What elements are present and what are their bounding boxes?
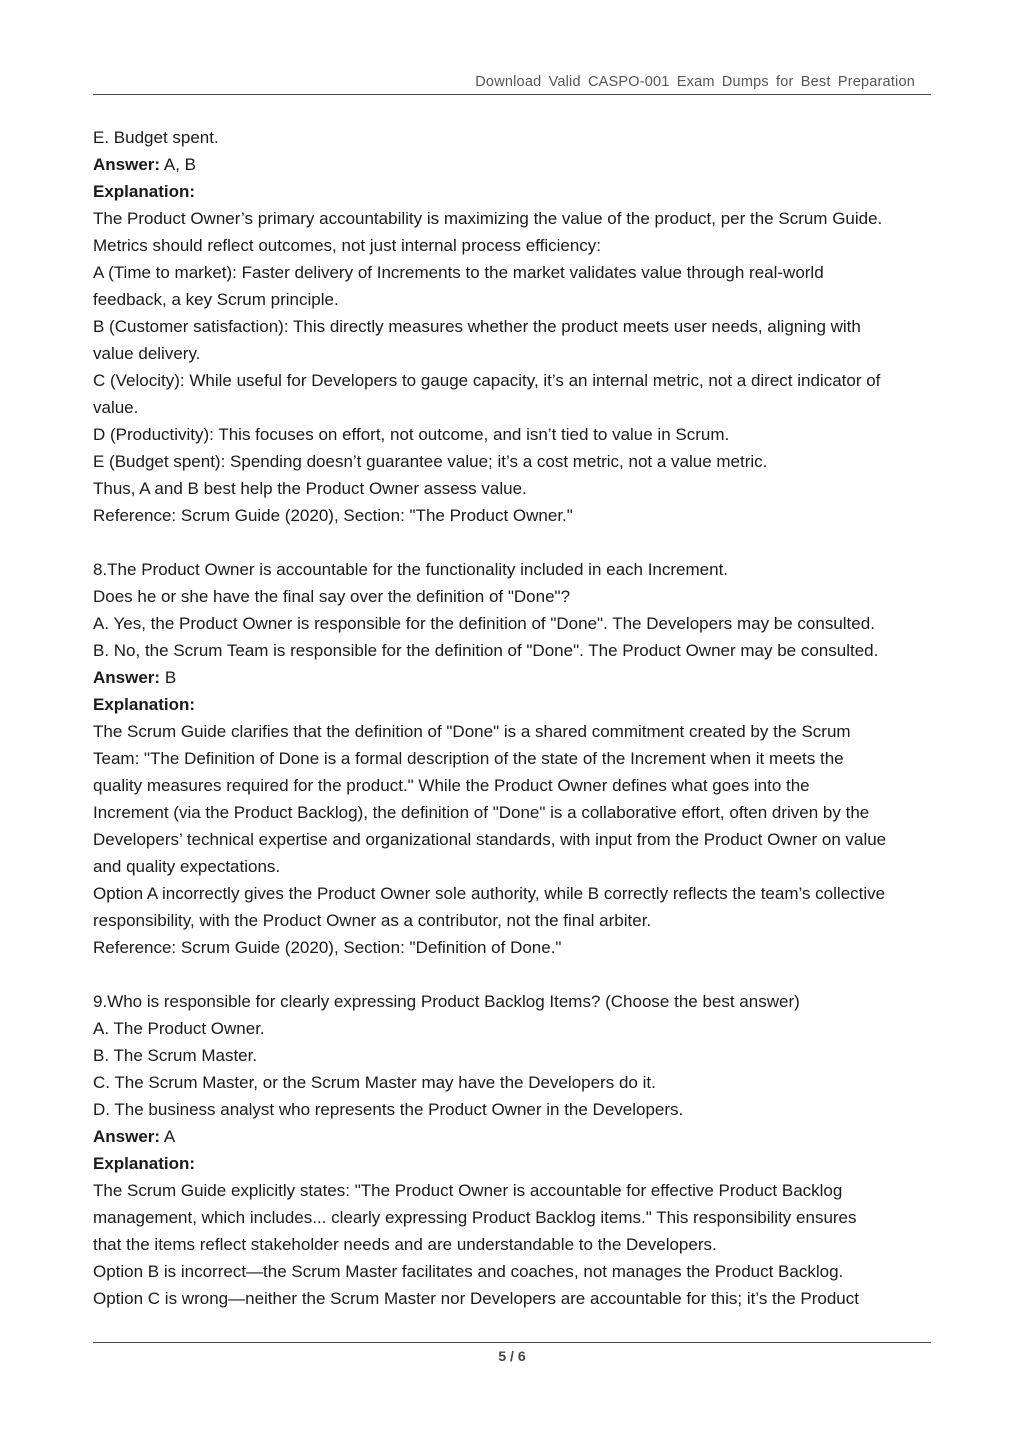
q9-explanation-line: that the items reflect stakeholder needs and are understandable to the Developers.	[93, 1235, 717, 1254]
q8-option-a: A. Yes, the Product Owner is responsible for the definition of "Done". The Developers may be consulted.	[93, 614, 875, 633]
q7-explanation-line: C (Velocity): While useful for Developers to gauge capacity, it’s an internal metric, not a direct indicator of	[93, 371, 881, 390]
document-body	[93, 124, 938, 1312]
q9-explanation-line: Option C is wrong—neither the Scrum Master nor Developers are accountable for this; it’s the Product	[93, 1289, 859, 1308]
answer-label: Answer:	[93, 155, 161, 174]
q9-question: 9.Who is responsible for clearly expressing Product Backlog Items? (Choose the best answer)	[93, 992, 800, 1011]
page-number: 5 / 6	[498, 1348, 526, 1364]
page-footer	[93, 1342, 931, 1364]
q8-explanation-line: responsibility, with the Product Owner as a contributor, not the final arbiter.	[93, 911, 652, 930]
header-title: Download Valid CASPO-001 Exam Dumps for Best Preparation	[475, 74, 915, 90]
q8-question-line: 8.The Product Owner is accountable for the functionality included in each Increment.	[93, 560, 729, 579]
answer-value: A, B	[163, 155, 196, 174]
q8-reference: Reference: Scrum Guide (2020), Section: "Definition of Done."	[93, 938, 562, 957]
q7-reference: Reference: Scrum Guide (2020), Section: "The Product Owner."	[93, 506, 573, 525]
q9-answer	[93, 1123, 938, 1150]
q8-answer	[93, 664, 938, 691]
q7-explanation-line: B (Customer satisfaction): This directly measures whether the product meets user needs, aligning with	[93, 317, 861, 336]
q9-option-b: B. The Scrum Master.	[93, 1046, 258, 1065]
q7-answer	[93, 151, 938, 178]
q7-explanation-line: E (Budget spent): Spending doesn’t guarantee value; it’s a cost metric, not a value metric.	[93, 452, 768, 471]
spacer	[93, 529, 938, 556]
q8-question-line: Does he or she have the final say over the definition of "Done"?	[93, 587, 571, 606]
answer-value: A	[163, 1127, 176, 1146]
q7-explanation-line: Thus, A and B best help the Product Owner assess value.	[93, 479, 527, 498]
q7-option-e: E. Budget spent.	[93, 128, 219, 147]
q8-option-b: B. No, the Scrum Team is responsible for the definition of "Done". The Product Owner may be consulted.	[93, 641, 879, 660]
q7-explanation-line: Metrics should reflect outcomes, not just internal process efficiency:	[93, 236, 602, 255]
q8-explanation-line: Team: "The Definition of Done is a formal description of the state of the Increment when it meets the	[93, 749, 844, 768]
page-header	[93, 72, 931, 95]
q7-explanation-line: feedback, a key Scrum principle.	[93, 290, 339, 309]
q8-explanation-line: and quality expectations.	[93, 857, 281, 876]
q9-option-c: C. The Scrum Master, or the Scrum Master may have the Developers do it.	[93, 1073, 656, 1092]
q7-explanation-line: A (Time to market): Faster delivery of Increments to the market validates value through real-world	[93, 263, 824, 282]
q8-explanation-line: Developers’ technical expertise and organizational standards, with input from the Product Owner on value	[93, 830, 887, 849]
answer-label: Answer:	[93, 1127, 161, 1146]
q7-explanation-line: value delivery.	[93, 344, 201, 363]
q7-explanation-line: value.	[93, 398, 139, 417]
q9-explanation-line: The Scrum Guide explicitly states: "The Product Owner is accountable for effective Product Backlog	[93, 1181, 843, 1200]
q7-explanation-label: Explanation:	[93, 182, 196, 201]
spacer	[93, 961, 938, 988]
q9-explanation-line: management, which includes... clearly expressing Product Backlog items." This responsibility ensures	[93, 1208, 857, 1227]
q9-explanation-label: Explanation:	[93, 1154, 196, 1173]
q7-explanation-line: D (Productivity): This focuses on effort, not outcome, and isn’t tied to value in Scrum.	[93, 425, 730, 444]
q7-explanation-line: The Product Owner’s primary accountability is maximizing the value of the product, per the Scrum Guide.	[93, 209, 883, 228]
q8-explanation-line: The Scrum Guide clarifies that the definition of "Done" is a shared commitment created by the Scrum	[93, 722, 851, 741]
q9-explanation-line: Option B is incorrect—the Scrum Master facilitates and coaches, not manages the Product Backlog.	[93, 1262, 844, 1281]
answer-value: B	[164, 668, 177, 687]
answer-label: Answer:	[93, 668, 161, 687]
q9-option-a: A. The Product Owner.	[93, 1019, 265, 1038]
q8-explanation-line: quality measures required for the product." While the Product Owner defines what goes into the	[93, 776, 810, 795]
q8-explanation-line: Option A incorrectly gives the Product Owner sole authority, while B correctly reflects the team’s collective	[93, 884, 886, 903]
q8-explanation-line: Increment (via the Product Backlog), the definition of "Done" is a collaborative effort, often driven by the	[93, 803, 870, 822]
q8-explanation-label: Explanation:	[93, 695, 196, 714]
q9-option-d: D. The business analyst who represents the Product Owner in the Developers.	[93, 1100, 684, 1119]
